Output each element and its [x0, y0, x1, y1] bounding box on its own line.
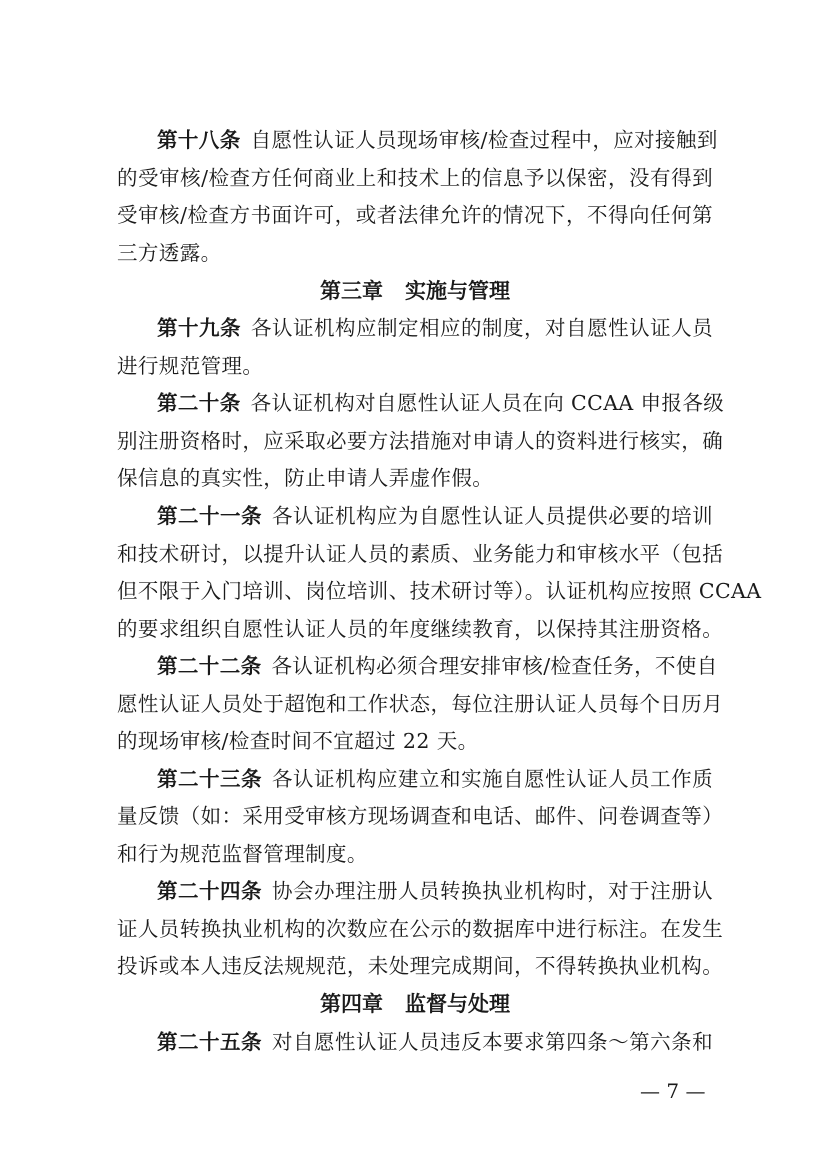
article-23-line-2: 量反馈（如：采用受审核方现场调查和电话、邮件、问卷调查等） [117, 804, 724, 828]
article-25-label: 第二十五条 [157, 1030, 263, 1054]
article-21-line-1: 第二十一条 各认证机构应为自愿性认证人员提供必要的培训 [157, 504, 714, 528]
article-20-line-3: 保信息的真实性，防止申请人弄虚作假。 [117, 466, 494, 490]
article-21-line-2: 和技术研讨，以提升认证人员的素质、业务能力和审核水平（包括 [117, 542, 724, 566]
article-22-line-1: 第二十二条 各认证机构必须合理安排审核/检查任务，不使自 [157, 654, 718, 678]
article-22-label: 第二十二条 [157, 654, 262, 678]
page-number: — 7 — [640, 1079, 706, 1103]
article-22-line-3: 的现场审核/检查时间不宜超过 22 天。 [117, 729, 479, 753]
article-19-line-2: 进行规范管理。 [117, 354, 264, 378]
article-22-line-2: 愿性认证人员处于超饱和工作状态，每位注册认证人员每个日历月 [117, 692, 724, 716]
article-18-line-2: 的受审核/检查方任何商业上和技术上的信息予以保密，没有得到 [117, 166, 713, 190]
article-21-line-3: 但不限于入门培训、岗位培训、技术研讨等）。认证机构应按照 CCAA [117, 579, 762, 603]
article-24-label: 第二十四条 [157, 879, 263, 903]
chapter-4-heading: 第四章 监督与处理 [320, 992, 510, 1016]
article-25-line-1: 第二十五条 对自愿性认证人员违反本要求第四条～第六条和 [157, 1030, 714, 1054]
article-18-line-4: 三方透露。 [117, 241, 222, 265]
article-20-line-1: 第二十条 各认证机构对自愿性认证人员在向 CCAA 申报各级 [157, 391, 725, 415]
article-20-label: 第二十条 [157, 391, 241, 415]
article-18-line-3: 受审核/检查方书面许可，或者法律允许的情况下，不得向任何第 [117, 203, 713, 227]
article-21-line-4: 的要求组织自愿性认证人员的年度继续教育，以保持其注册资格。 [117, 617, 724, 641]
article-23-line-3: 和行为规范监督管理制度。 [117, 842, 368, 866]
article-23-line-1: 第二十三条 各认证机构应建立和实施自愿性认证人员工作质 [157, 767, 714, 791]
article-19-line-1: 第十九条 各认证机构应制定相应的制度，对自愿性认证人员 [157, 316, 713, 340]
article-18-label: 第十八条 [157, 128, 241, 152]
article-24-line-2: 证人员转换执业机构的次数应在公示的数据库中进行标注。在发生 [117, 917, 724, 941]
chapter-3-heading: 第三章 实施与管理 [320, 279, 510, 303]
article-23-label: 第二十三条 [157, 767, 263, 791]
article-24-line-1: 第二十四条 协会办理注册人员转换执业机构时，对于注册认 [157, 879, 714, 903]
article-18-line-1: 第十八条 自愿性认证人员现场审核/检查过程中，应对接触到 [157, 128, 718, 152]
article-21-label: 第二十一条 [157, 504, 263, 528]
article-20-line-2: 别注册资格时，应采取必要方法措施对申请人的资料进行核实，确 [117, 429, 724, 453]
article-19-label: 第十九条 [157, 316, 242, 340]
article-24-line-3: 投诉或本人违反法规规范，未处理完成期间，不得转换执业机构。 [117, 954, 724, 978]
